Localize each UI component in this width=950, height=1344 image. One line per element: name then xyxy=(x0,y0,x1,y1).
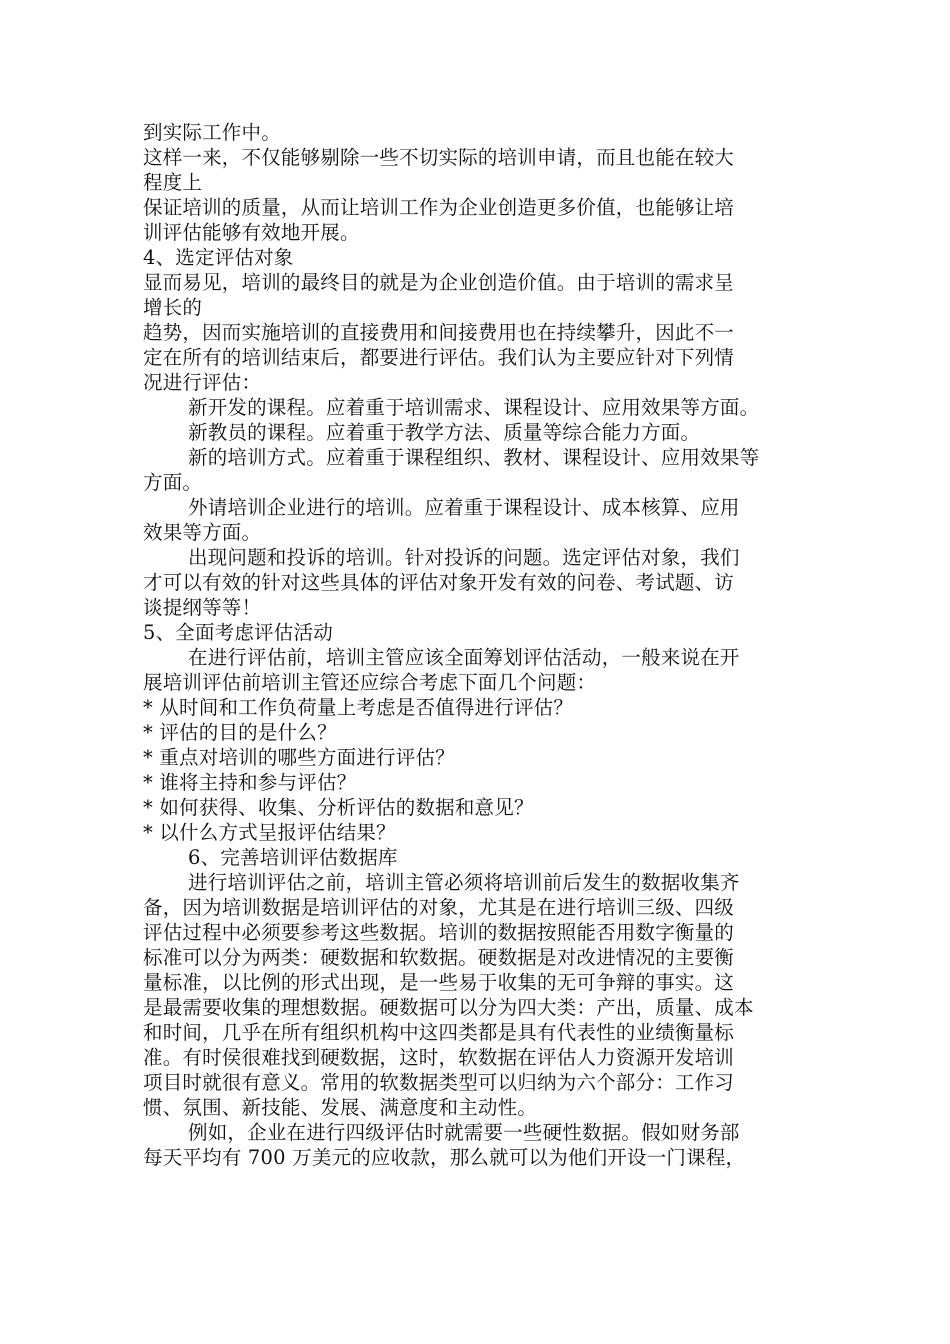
text-line: 况进行评估： xyxy=(143,371,262,394)
text-line: 进行培训评估之前，培训主管必须将培训前后发生的数据收集齐 xyxy=(188,871,740,894)
text-line: 备，因为培训数据是培训评估的对象，尤其是在进行培训三级、四级 xyxy=(143,896,735,919)
text-line: 新开发的课程。应着重于培训需求、课程设计、应用效果等方面。 xyxy=(188,396,760,419)
text-line: 标准可以分为两类：硬数据和软数据。硬数据是对改进情况的主要衡 xyxy=(143,946,735,969)
text-line: 定在所有的培训结束后，都要进行评估。我们认为主要应针对下列情 xyxy=(143,346,735,369)
text-line: 例如，企业在进行四级评估时就需要一些硬性数据。假如财务部 xyxy=(188,1121,740,1144)
text-line: 外请培训企业进行的培训。应着重于课程设计、成本核算、应用 xyxy=(188,496,740,519)
text-line: 增长的 xyxy=(143,296,203,319)
document-body xyxy=(143,120,813,1170)
text-line: 才可以有效的针对这些具体的评估对象开发有效的问卷、考试题、访 xyxy=(143,571,735,594)
text-line: * 谁将主持和参与评估？ xyxy=(143,771,357,794)
text-line: 展培训评估前培训主管还应综合考虑下面几个问题： xyxy=(143,671,597,694)
text-line: 准。有时侯很难找到硬数据，这时，软数据在评估人力资源开发培训 xyxy=(143,1046,735,1069)
text-line: 是最需要收集的理想数据。硬数据可以分为四大类：产出，质量、成本 xyxy=(143,996,754,1019)
text-line: 效果等方面。 xyxy=(143,521,262,544)
text-line: 谈提纲等等！ xyxy=(143,596,262,619)
text-line: 到实际工作中。 xyxy=(143,121,281,144)
text-line: 项目时就很有意义。常用的软数据类型可以归纳为六个部分：工作习 xyxy=(143,1071,735,1094)
text-line: 出现问题和投诉的培训。针对投诉的问题。选定评估对象，我们 xyxy=(188,546,740,569)
text-line: 这样一来，不仅能够剔除一些不切实际的培训申请，而且也能在较大 xyxy=(143,146,735,169)
text-line: 保证培训的质量，从而让培训工作为企业创造更多价值，也能够让培 xyxy=(143,196,735,219)
text-line: 方面。 xyxy=(143,471,203,494)
text-line: 在进行评估前，培训主管应该全面筹划评估活动，一般来说在开 xyxy=(188,646,740,669)
text-line: * 从时间和工作负荷量上考虑是否值得进行评估？ xyxy=(143,696,574,719)
text-line: 新教员的课程。应着重于教学方法、质量等综合能力方面。 xyxy=(188,421,701,444)
text-line: * 重点对培训的哪些方面进行评估？ xyxy=(143,746,455,769)
text-line: * 如何获得、收集、分析评估的数据和意见？ xyxy=(143,796,534,819)
text-line: 显而易见，培训的最终目的就是为企业创造价值。由于培训的需求呈 xyxy=(143,271,735,294)
text-line: * 以什么方式呈报评估结果？ xyxy=(143,821,396,844)
text-line: 趋势，因而实施培训的直接费用和间接费用也在持续攀升，因此不一 xyxy=(143,321,735,344)
text-line: 评估过程中必须要参考这些数据。培训的数据按照能否用数字衡量的 xyxy=(143,921,735,944)
text-line: 惯、氛围、新技能、发展、满意度和主动性。 xyxy=(143,1096,538,1119)
text-line: * 评估的目的是什么？ xyxy=(143,721,337,744)
text-line: 5、全面考虑评估活动 xyxy=(143,621,333,644)
text-line: 训评估能够有效地开展。 xyxy=(143,221,360,244)
text-line: 量标准，以比例的形式出现，是一些易于收集的无可争辩的事实。这 xyxy=(143,971,735,994)
text-line: 每天平均有 700 万美元的应收款，那么就可以为他们开设一门课程， xyxy=(143,1146,746,1169)
text-line: 程度上 xyxy=(143,171,203,194)
text-line: 6、完善培训评估数据库 xyxy=(188,846,398,869)
text-line: 和时间，几乎在所有组织机构中这四类都是具有代表性的业绩衡量标 xyxy=(143,1021,735,1044)
text-line: 新的培训方式。应着重于课程组织、教材、课程设计、应用效果等 xyxy=(188,446,760,469)
text-line: 4、选定评估对象 xyxy=(143,246,294,269)
